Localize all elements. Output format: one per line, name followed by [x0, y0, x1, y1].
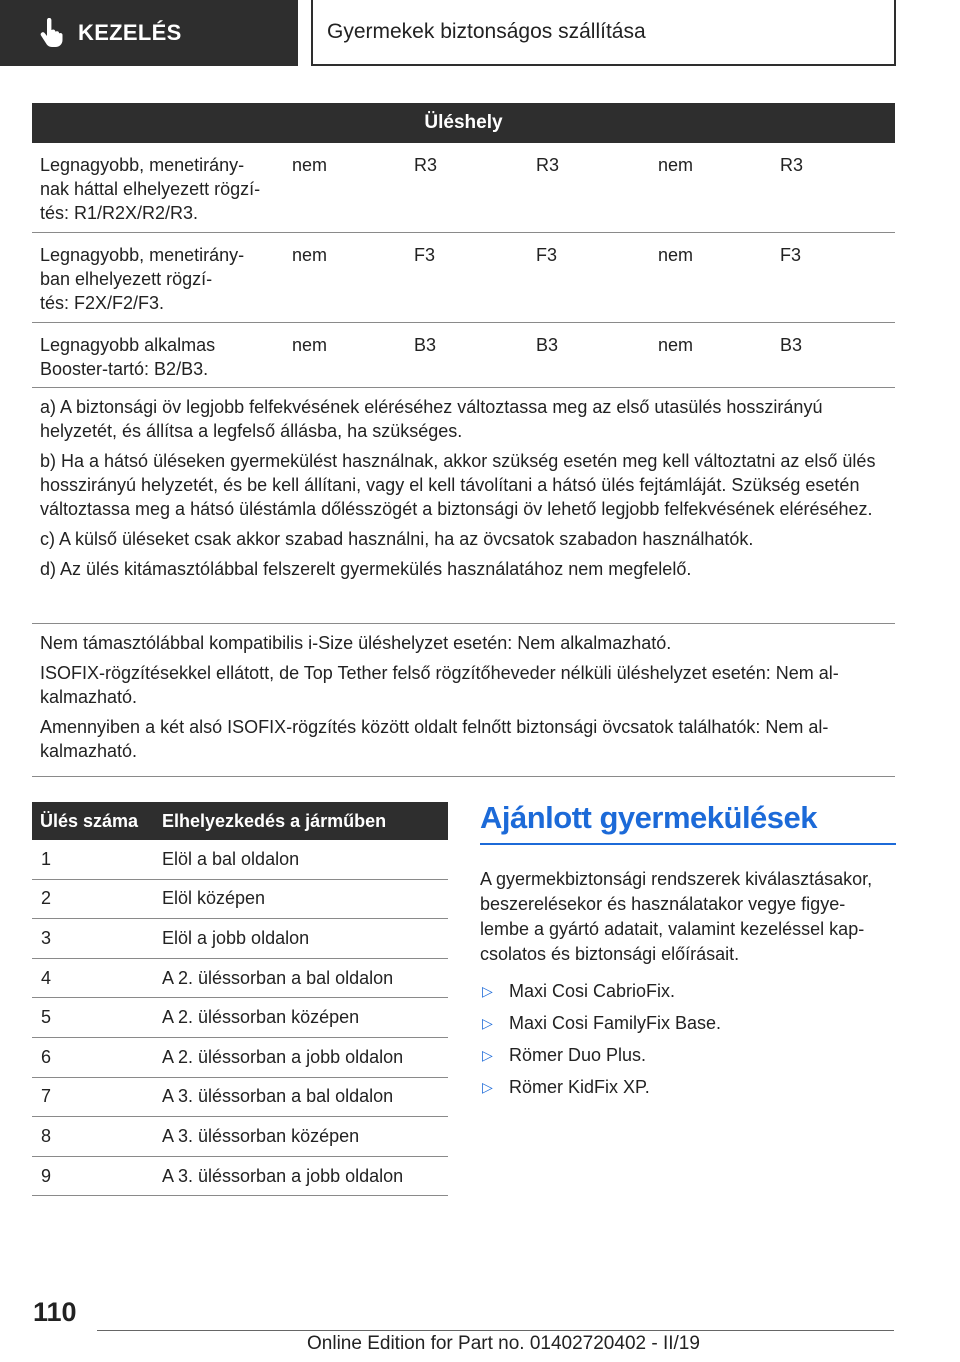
seat-number: 9 [41, 1165, 52, 1186]
row-label: Legnagyobb, menetirány- ban elhelyezett rögzí- tés: F2X/F2/F3. [40, 245, 245, 313]
footer-edition[interactable]: Online Edition for Part no. 01402720402 - II/19 [307, 1333, 700, 1354]
table-cell: nem [658, 155, 694, 175]
list-item-text: Maxi Cosi FamilyFix Base. [509, 1012, 722, 1033]
list-item [480, 1071, 896, 1103]
table-cell: nem [292, 245, 328, 265]
seat-location: A 2. üléssorban a jobb oldalon [162, 1046, 404, 1067]
column-header-location: Elhelyezkedés a járműben [162, 810, 387, 831]
note-top-tether: ISOFIX-rögzítésekkel ellátott, de Top Tether felső rögzítőheveder nélküli üléshelyzet esetén: Nem al- kalmazható. [40, 663, 839, 707]
footnote-a: a) A biztonsági öv legjobb felfekvésének eléréséhez változtassa meg az első utasülés hosszirányú helyzetét, és állítsa a legfelső állásba, ha szükséges. [40, 397, 823, 441]
list-item-text: Römer KidFix XP. [509, 1076, 650, 1097]
seat-number: 5 [41, 1007, 52, 1028]
chapter-title: Gyermekek biztonságos szállítása [327, 20, 646, 43]
seat-location: A 3. üléssorban középen [162, 1125, 360, 1146]
seat-number: 6 [41, 1046, 52, 1067]
seat-number-table [32, 802, 448, 1196]
chapter-title-box [311, 0, 896, 66]
seat-table-header: Üléshely [32, 103, 895, 143]
table-cell: F3 [780, 245, 802, 265]
table-cell: nem [658, 245, 694, 265]
seat-number: 1 [41, 848, 52, 869]
list-item [480, 1007, 896, 1039]
row-label: Legnagyobb alkalmas Booster-tartó: B2/B3. [40, 335, 216, 379]
table-row [32, 959, 448, 999]
seat-location: Elöl középen [162, 888, 266, 909]
seat-number: 7 [41, 1086, 52, 1107]
table-row [32, 840, 448, 880]
list-item-text: Maxi Cosi CabrioFix. [509, 980, 676, 1001]
table-row [32, 1157, 448, 1197]
table-cell: B3 [780, 335, 803, 355]
footnote-d: d) Az ülés kitámasztólábbal felszerelt gyermekülés használatához nem megfelelő. [40, 559, 692, 579]
seat-number: 8 [41, 1125, 52, 1146]
seat-location: A 2. üléssorban a bal oldalon [162, 967, 394, 988]
footnote-c: c) A külső üléseket csak akkor szabad használni, ha az övcsatok szabadon használhatók. [40, 529, 754, 549]
list-item [480, 1039, 896, 1071]
seat-location: Elöl a bal oldalon [162, 848, 300, 869]
seat-location: Elöl a jobb oldalon [162, 927, 310, 948]
list-item-text: Römer Duo Plus. [509, 1044, 647, 1065]
table-cell: R3 [414, 155, 438, 175]
table-row [32, 1038, 448, 1078]
table-cell: nem [658, 335, 694, 355]
seat-number: 2 [41, 888, 52, 909]
table-row [32, 1078, 448, 1118]
section-intro: A gyermekbiztonsági rendszerek kiválasztásakor, beszerelésekor és használatakor vegye figye- lembe a gyártó adatait, valamint kezeléssel kap- csolatos és biztonsági előírásait. [480, 869, 873, 964]
seat-number-table-header [32, 802, 448, 840]
footnotes [32, 388, 895, 624]
triangle-bullet-icon: ▷ [482, 1046, 493, 1063]
section-heading: Ajánlott gyermekülések [480, 800, 896, 845]
triangle-bullet-icon: ▷ [482, 982, 493, 999]
table-cell: B3 [536, 335, 559, 355]
seat-number: 3 [41, 927, 52, 948]
table-cell: F3 [536, 245, 558, 265]
seat-location: A 2. üléssorban középen [162, 1007, 360, 1028]
row-label: Legnagyobb, menetirány- nak háttal elhelyezett rögzí- tés: R1/R2X/R2/R3. [40, 155, 261, 223]
recommended-list [480, 975, 896, 1103]
table-row [32, 998, 448, 1038]
triangle-bullet-icon: ▷ [482, 1014, 493, 1031]
table-cell: B3 [414, 335, 437, 355]
applicability-notes [32, 624, 895, 777]
column-header-seat-number: Ülés száma [40, 810, 139, 831]
page-number: 110 [33, 1297, 77, 1327]
list-item [480, 975, 896, 1007]
seat-location: A 3. üléssorban a bal oldalon [162, 1086, 394, 1107]
hand-pointer-icon [38, 18, 64, 48]
section-tab[interactable] [0, 0, 298, 66]
table-row [32, 143, 895, 233]
page-header [0, 0, 960, 66]
seat-number: 4 [41, 967, 52, 988]
table-cell: R3 [536, 155, 560, 175]
triangle-bullet-icon: ▷ [482, 1078, 493, 1095]
note-isize: Nem támasztólábbal kompatibilis i-Size üléshelyzet esetén: Nem alkalmazható. [40, 633, 672, 653]
seat-location: A 3. üléssorban a jobb oldalon [162, 1165, 404, 1186]
table-row [32, 323, 895, 388]
section-label: KEZELÉS [78, 20, 182, 45]
table-cell: nem [292, 155, 328, 175]
seat-position-table [32, 103, 895, 777]
table-cell: nem [292, 335, 328, 355]
footer-divider [97, 1330, 894, 1331]
table-row [32, 880, 448, 920]
note-buckles: Amennyiben a két alsó ISOFIX-rögzítés között oldalt felnőtt biztonsági övcsatok találhatók: Nem al- kalmazható. [40, 717, 829, 761]
footnote-b: b) Ha a hátsó üléseken gyermekülést használnak, akkor szükség esetén meg kell változtatni az első ülés hosszirányú helyzetét, és be kell állítani, vagy el kell távolítani a hátsó ülés fejtámláját. Szükség esetén változtassa meg a hátsó üléstámla dőlésszögét a biztonsági öv lehető legjobb felfekvésének eléréséhez. [40, 451, 876, 519]
table-row [32, 1117, 448, 1157]
table-row [32, 919, 448, 959]
recommended-seats-section [480, 800, 896, 1103]
table-row [32, 233, 895, 323]
table-cell: R3 [780, 155, 804, 175]
table-cell: F3 [414, 245, 436, 265]
